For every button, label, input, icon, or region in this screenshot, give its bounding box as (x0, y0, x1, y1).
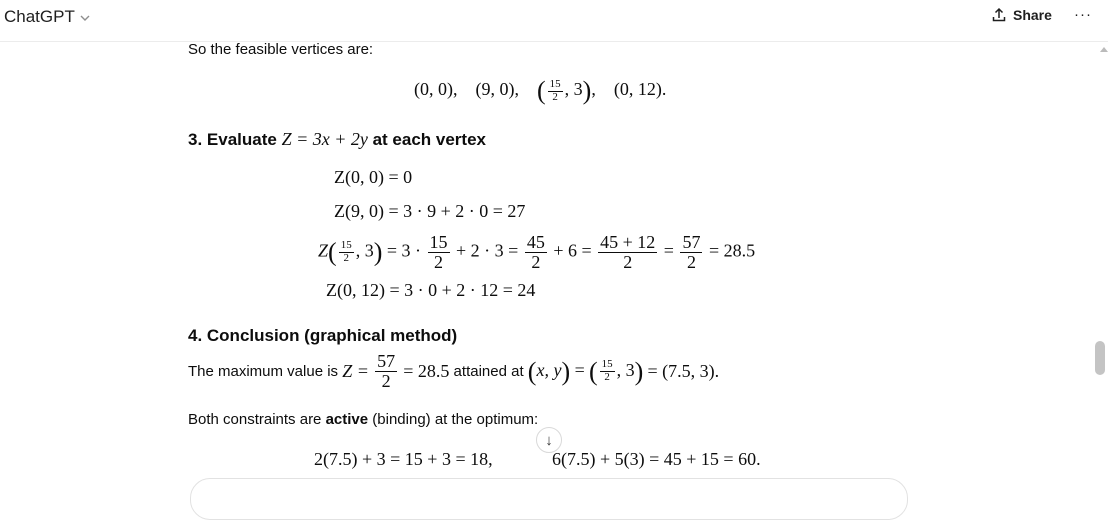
eval-row-2: Z(9, 0) = 3 · 9 + 2 · 0 = 27 (334, 201, 526, 221)
constraint-1: 2(7.5) + 3 = 15 + 3 = 18, (314, 449, 493, 469)
scrollbar-thumb[interactable] (1095, 341, 1105, 375)
active-constraints-text: Both constraints are active (binding) at the optimum: (188, 411, 539, 428)
eval-row-4: Z(0, 12) = 3 · 0 + 2 · 12 = 24 (326, 280, 536, 300)
step4-heading: 4. Conclusion (graphical method) (188, 326, 458, 345)
eval-row-1: Z(0, 0) = 0 (334, 167, 413, 187)
top-bar (0, 0, 1108, 42)
constraint-2: 6(7.5) + 5(3) = 45 + 15 = 60. (552, 449, 761, 469)
more-options-button[interactable]: ··· (1074, 6, 1092, 23)
share-label: Share (1013, 7, 1052, 23)
app-title: ChatGPT (4, 7, 75, 26)
eval-row-3: Z( $\frac{15}{2}$ , 3) = 3 · $\frac{15}{2}$ + 2 · 3 = $\frac{45}{2}$ + 6 = $\frac{45 + 12}{2}$ = $\frac{57}{2}$ = 28.5 (318, 232, 756, 272)
chevron-down-icon (79, 12, 91, 24)
share-icon (991, 7, 1007, 23)
message-composer[interactable] (190, 478, 908, 520)
model-selector[interactable] (4, 7, 91, 27)
scroll-up-arrow-icon[interactable] (1100, 47, 1108, 52)
scroll-to-bottom-button[interactable] (536, 427, 562, 453)
intro-vertices: So the feasible vertices are: (188, 41, 374, 58)
share-button[interactable] (991, 7, 1052, 23)
arrow-down-icon: ↓ (545, 431, 553, 449)
vertices-equation: (0, 0), (9, 0), ( $\frac{15}{2}$ , 3), (0, 12). (414, 76, 667, 105)
step3-heading: 3. Evaluate Z = 3x + 2y at each vertex (188, 129, 486, 149)
maximum-statement: The maximum value is Z = $\frac{57}{2}$ = 28.5 attained at (x, y) = ( $\frac{15}{2}$ , 3) = (7.5, 3). (188, 351, 720, 391)
